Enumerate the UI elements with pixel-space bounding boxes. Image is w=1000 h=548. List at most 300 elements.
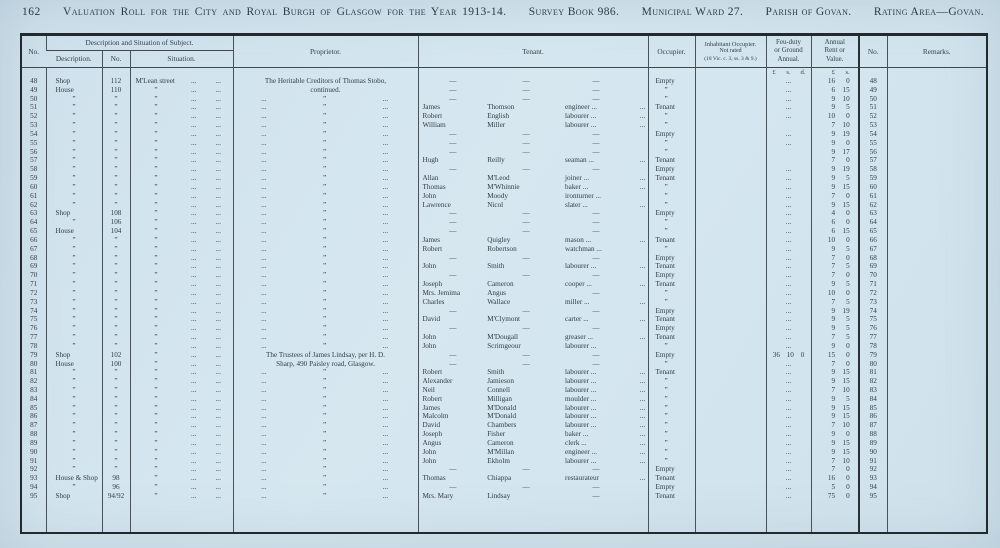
dots-filler: ... xyxy=(215,174,221,183)
table-row xyxy=(21,448,987,457)
table-row xyxy=(21,112,987,121)
dots-filler: ... xyxy=(382,306,388,315)
cell-feu-duty: ... xyxy=(766,307,811,316)
dots-filler: ... xyxy=(639,403,646,412)
dots-filler: ... xyxy=(191,129,197,138)
dots-filler: ... xyxy=(639,368,646,377)
cell-tenant xyxy=(418,77,648,86)
dots-filler: ... xyxy=(382,253,388,262)
cell-description: ” xyxy=(46,289,102,298)
cell-inhabitant-occupier xyxy=(695,183,766,192)
cell-remarks xyxy=(887,439,987,448)
cell-proprietor xyxy=(233,209,418,218)
rent-shillings: 5 xyxy=(846,103,850,112)
cell-remarks xyxy=(887,315,987,324)
cell-annual-rent xyxy=(811,333,859,342)
cell-house-number: ” xyxy=(102,465,130,474)
dots-filler: ... xyxy=(191,474,197,483)
cell-row-number-right: 49 xyxy=(859,86,887,95)
cell-row-number-right: 81 xyxy=(859,368,887,377)
cell-occupier: Empty xyxy=(648,307,695,316)
dots-filler: ... xyxy=(215,456,221,465)
cell-row-number: 58 xyxy=(30,165,38,174)
cell-annual-rent xyxy=(811,377,859,386)
cell-inhabitant-occupier xyxy=(695,483,766,492)
rent-pounds: 7 xyxy=(831,359,836,368)
dots-filler: ... xyxy=(191,324,197,333)
cell-inhabitant-occupier xyxy=(695,201,766,210)
tenant-part: — xyxy=(592,271,600,280)
municipal-ward: Municipal Ward 27. xyxy=(641,6,744,18)
cell-feu-duty: ... xyxy=(766,95,811,104)
cell-inhabitant-occupier xyxy=(695,430,766,439)
tenant-part: — xyxy=(592,491,600,500)
cell-occupier: ” xyxy=(648,395,695,404)
dots-filler: ... xyxy=(382,483,388,492)
cell-tenant xyxy=(418,404,648,413)
dots-filler: ... xyxy=(191,112,197,121)
tenant-part: — xyxy=(522,324,530,333)
cell-situation xyxy=(130,218,233,227)
cell-feu-duty: ... xyxy=(766,103,811,112)
tenant-part: Cameron xyxy=(487,438,514,447)
tenant-part: Mrs. Mary xyxy=(422,491,454,500)
inhabitant-line3: (18 Vic. c. 3, ss. 3 & 9.) xyxy=(704,55,757,62)
situation-text: ” xyxy=(154,491,158,500)
cell-occupier: ” xyxy=(648,448,695,457)
dots-filler: ... xyxy=(191,138,197,147)
cell-description: ” xyxy=(46,483,102,492)
cell-proprietor xyxy=(233,386,418,395)
situation-text: ” xyxy=(154,377,158,386)
cell-description: ” xyxy=(46,280,102,289)
ditto-mark: ” xyxy=(322,191,327,200)
dots-filler: ... xyxy=(191,438,197,447)
pound-sign: £ xyxy=(831,69,836,76)
cell-description: ” xyxy=(46,430,102,439)
cell-description: Shop xyxy=(46,492,102,501)
cell-annual-rent xyxy=(811,439,859,448)
tenant-part: — xyxy=(449,218,457,227)
cell-description: ” xyxy=(46,201,102,210)
cell-feu-duty: ... xyxy=(766,192,811,201)
dots-filler: ... xyxy=(639,262,646,271)
cell-remarks xyxy=(887,342,987,351)
cell-inhabitant-occupier xyxy=(695,192,766,201)
rent-pounds: 9 xyxy=(831,438,836,447)
rent-shillings: 19 xyxy=(842,306,850,315)
cell-description: ” xyxy=(46,377,102,386)
rent-line3: Value. xyxy=(826,55,844,63)
cell-remarks xyxy=(887,360,987,369)
cell-house-number: ” xyxy=(102,289,130,298)
cell-house-number: 100 xyxy=(102,360,130,369)
cell-occupier: ” xyxy=(648,201,695,210)
dots-filler: ... xyxy=(261,191,267,200)
tenant-part: — xyxy=(449,77,457,85)
cell-row-number: 80 xyxy=(30,359,38,368)
cell-annual-rent xyxy=(811,465,859,474)
cell-occupier: Empty xyxy=(648,465,695,474)
dots-filler: ... xyxy=(382,280,388,289)
tenant-part: engineer ... xyxy=(565,447,597,456)
cell-occupier: Tenant xyxy=(648,280,695,289)
dots-filler: ... xyxy=(261,156,267,165)
dots-filler: ... xyxy=(215,244,221,253)
col-header-row-number-right: No. xyxy=(859,35,887,68)
cell-proprietor xyxy=(233,342,418,351)
cell-situation xyxy=(130,298,233,307)
cell-situation xyxy=(130,121,233,130)
cell-annual-rent xyxy=(811,342,859,351)
tenant-part: Moody xyxy=(487,191,508,200)
cell-annual-rent xyxy=(811,386,859,395)
cell-feu-duty: ... xyxy=(766,324,811,333)
situation-text: ” xyxy=(154,227,158,236)
rent-pounds: 6 xyxy=(831,227,836,236)
situation-text: ” xyxy=(154,438,158,447)
cell-row-number-right: 91 xyxy=(859,457,887,466)
tenant-part: Lawrence xyxy=(422,200,451,209)
cell-house-number: ” xyxy=(102,95,130,104)
ditto-mark: ” xyxy=(322,456,327,465)
tenant-part: M'Whinnie xyxy=(487,182,520,191)
dots-filler: ... xyxy=(261,262,267,271)
rating-area: Rating Area—Govan. xyxy=(873,6,984,18)
cell-feu-duty: ... xyxy=(766,474,811,483)
cell-feu-duty: ... xyxy=(766,112,811,121)
cell-proprietor xyxy=(233,227,418,236)
tenant-part: — xyxy=(592,209,600,218)
cell-row-number: 59 xyxy=(30,174,38,183)
page-number: 162 xyxy=(22,6,41,18)
cell-inhabitant-occupier xyxy=(695,412,766,421)
cell-description: ” xyxy=(46,218,102,227)
cell-tenant xyxy=(418,492,648,501)
dots-filler: ... xyxy=(261,112,267,121)
cell-remarks xyxy=(887,430,987,439)
cell-description: ” xyxy=(46,368,102,377)
cell-annual-rent xyxy=(811,227,859,236)
shilling-sign: s. xyxy=(786,69,791,76)
cell-description: Shop xyxy=(46,209,102,218)
cell-annual-rent xyxy=(811,280,859,289)
rent-pounds: 6 xyxy=(831,218,836,227)
ditto-mark: ” xyxy=(322,253,327,262)
proprietor-text: The Trustees of James Lindsay, per H. D. xyxy=(266,350,385,359)
dots-filler: ... xyxy=(639,438,646,447)
cell-feu-duty: ... xyxy=(766,165,811,174)
cell-annual-rent xyxy=(811,236,859,245)
dots-filler: ... xyxy=(382,138,388,147)
cell-row-number-right: 51 xyxy=(859,103,887,112)
cell-situation xyxy=(130,139,233,148)
situation-text: ” xyxy=(154,280,158,289)
dots-filler: ... xyxy=(215,288,221,297)
cell-row-number: 95 xyxy=(30,491,38,500)
rent-shillings: 0 xyxy=(846,350,850,359)
cell-annual-rent xyxy=(811,492,859,501)
cell-situation xyxy=(130,112,233,121)
situation-text: ” xyxy=(154,324,158,333)
cell-house-number: ” xyxy=(102,112,130,121)
tenant-part: Thomas xyxy=(422,474,446,483)
cell-situation xyxy=(130,148,233,157)
cell-occupier: Tenant xyxy=(648,236,695,245)
rent-shillings: 5 xyxy=(846,174,850,183)
ditto-mark: ” xyxy=(322,112,327,121)
cell-situation xyxy=(130,236,233,245)
rent-pounds: 9 xyxy=(831,174,836,183)
cell-row-number-right: 95 xyxy=(859,492,887,501)
cell-annual-rent xyxy=(811,483,859,492)
cell-situation xyxy=(130,103,233,112)
situation-text: ” xyxy=(154,94,158,103)
rent-pounds: 10 xyxy=(827,288,836,297)
cell-annual-rent xyxy=(811,183,859,192)
cell-tenant xyxy=(418,465,648,474)
rent-pounds: 7 xyxy=(831,385,836,394)
dots-filler: ... xyxy=(261,121,267,130)
dots-filler: ... xyxy=(261,200,267,209)
cell-house-number: ” xyxy=(102,386,130,395)
cell-situation xyxy=(130,254,233,263)
dots-filler: ... xyxy=(382,182,388,191)
cell-description: ” xyxy=(46,112,102,121)
table-row xyxy=(21,386,987,395)
dots-filler: ... xyxy=(215,156,221,165)
cell-annual-rent xyxy=(811,315,859,324)
ditto-mark: ” xyxy=(322,138,327,147)
cell-house-number: 112 xyxy=(102,77,130,86)
currency-header-row xyxy=(21,68,987,78)
cell-feu-duty: ... xyxy=(766,77,811,86)
rent-shillings: 17 xyxy=(842,147,850,156)
dots-filler: ... xyxy=(382,421,388,430)
rent-shillings: 0 xyxy=(846,483,850,492)
cell-description: ” xyxy=(46,386,102,395)
cell-inhabitant-occupier xyxy=(695,165,766,174)
cell-description: ” xyxy=(46,139,102,148)
dots-filler: ... xyxy=(639,474,646,483)
cell-remarks xyxy=(887,174,987,183)
cell-row-number: 51 xyxy=(30,103,38,112)
cell-occupier: ” xyxy=(648,430,695,439)
tenant-part: — xyxy=(449,359,457,368)
ditto-mark: ” xyxy=(322,324,327,333)
tenant-part: — xyxy=(522,218,530,227)
tenant-part: moulder ... xyxy=(565,394,597,403)
cell-annual-rent xyxy=(811,174,859,183)
table-row xyxy=(21,262,987,271)
cell-row-number: 56 xyxy=(30,147,38,156)
cell-proprietor xyxy=(233,271,418,280)
cell-description: ” xyxy=(46,262,102,271)
dots-filler: ... xyxy=(382,412,388,421)
cell-house-number: ” xyxy=(102,183,130,192)
cell-row-number: 73 xyxy=(30,297,38,306)
cell-remarks xyxy=(887,271,987,280)
rent-shillings: 5 xyxy=(846,280,850,289)
dots-filler: ... xyxy=(382,244,388,253)
cell-row-number: 70 xyxy=(30,271,38,280)
cell-tenant xyxy=(418,342,648,351)
tenant-part: ironturner ... xyxy=(565,191,601,200)
cell-remarks xyxy=(887,183,987,192)
cell-row-number: 61 xyxy=(30,191,38,200)
cell-annual-rent xyxy=(811,121,859,130)
cell-proprietor xyxy=(233,192,418,201)
cell-house-number: ” xyxy=(102,404,130,413)
dots-filler: ... xyxy=(382,465,388,474)
dots-filler: ... xyxy=(639,103,646,112)
cell-remarks xyxy=(887,86,987,95)
dots-filler: ... xyxy=(215,209,221,218)
cell-proprietor xyxy=(233,139,418,148)
ditto-mark: ” xyxy=(322,262,327,271)
dots-filler: ... xyxy=(191,491,197,500)
cell-row-number-right: 50 xyxy=(859,95,887,104)
dots-filler: ... xyxy=(639,412,646,421)
cell-inhabitant-occupier xyxy=(695,77,766,86)
cell-remarks xyxy=(887,192,987,201)
tenant-part: — xyxy=(522,147,530,156)
tenant-part: Reilly xyxy=(487,156,505,165)
rent-pounds: 9 xyxy=(831,368,836,377)
dots-filler: ... xyxy=(382,288,388,297)
table-row xyxy=(21,192,987,201)
rent-shillings: 5 xyxy=(846,297,850,306)
tenant-part: — xyxy=(592,94,600,103)
table-row xyxy=(21,377,987,386)
tenant-part: John xyxy=(422,262,437,271)
cell-row-number-right: 54 xyxy=(859,130,887,139)
table-row xyxy=(21,324,987,333)
dots-filler: ... xyxy=(215,297,221,306)
cell-tenant xyxy=(418,315,648,324)
tenant-part: — xyxy=(449,227,457,236)
tenant-part: — xyxy=(449,138,457,147)
tenant-part: — xyxy=(522,227,530,236)
situation-text: ” xyxy=(154,121,158,130)
tenant-part: Mrs. Jemima xyxy=(422,288,461,297)
blank-cell xyxy=(695,68,766,78)
cell-occupier: Empty xyxy=(648,351,695,360)
cell-inhabitant-occupier xyxy=(695,280,766,289)
table-row xyxy=(21,227,987,236)
blank-cell xyxy=(648,68,695,78)
dots-filler: ... xyxy=(382,235,388,244)
tenant-part: — xyxy=(592,253,600,262)
tenant-part: labourer ... xyxy=(565,412,597,421)
dots-filler: ... xyxy=(215,85,221,94)
cell-proprietor xyxy=(233,183,418,192)
cell-annual-rent xyxy=(811,112,859,121)
dots-filler: ... xyxy=(382,218,388,227)
cell-occupier: ” xyxy=(648,192,695,201)
rent-pounds: 10 xyxy=(827,112,836,121)
cell-tenant xyxy=(418,474,648,483)
cell-tenant xyxy=(418,201,648,210)
rent-shillings: 5 xyxy=(846,244,850,253)
cell-occupier: Empty xyxy=(648,271,695,280)
cell-situation xyxy=(130,386,233,395)
rent-shillings: 0 xyxy=(846,138,850,147)
dots-filler: ... xyxy=(191,227,197,236)
dots-filler: ... xyxy=(191,483,197,492)
cell-row-number: 94 xyxy=(30,483,38,492)
cell-remarks xyxy=(887,298,987,307)
table-row xyxy=(21,368,987,377)
cell-remarks xyxy=(887,483,987,492)
cell-row-number-right: 87 xyxy=(859,421,887,430)
dots-filler: ... xyxy=(215,121,221,130)
cell-row-number: 60 xyxy=(30,182,38,191)
cell-row-number-right: 90 xyxy=(859,448,887,457)
cell-occupier: Tenant xyxy=(648,174,695,183)
shilling-sign: s. xyxy=(845,69,850,76)
rent-shillings: 15 xyxy=(842,447,850,456)
tenant-part: — xyxy=(449,85,457,94)
table-filler-row xyxy=(21,501,987,533)
dots-filler: ... xyxy=(191,421,197,430)
rent-pounds: 7 xyxy=(831,121,836,130)
rent-pounds: 9 xyxy=(831,138,836,147)
tenant-part: M'Donald xyxy=(487,403,517,412)
dots-filler: ... xyxy=(191,262,197,271)
cell-house-number: ” xyxy=(102,457,130,466)
cell-row-number-right: 94 xyxy=(859,483,887,492)
blank-cell xyxy=(859,68,887,78)
situation-text: ” xyxy=(154,85,158,94)
cell-occupier: Empty xyxy=(648,254,695,263)
dots-filler: ... xyxy=(261,306,267,315)
dots-filler: ... xyxy=(382,191,388,200)
cell-inhabitant-occupier xyxy=(695,368,766,377)
blank-cell xyxy=(233,501,418,533)
tenant-part: — xyxy=(522,209,530,218)
cell-row-number-right: 70 xyxy=(859,271,887,280)
table-row xyxy=(21,271,987,280)
cell-row-number: 62 xyxy=(30,200,38,209)
cell-feu-duty: ... xyxy=(766,139,811,148)
cell-tenant xyxy=(418,218,648,227)
cell-row-number-right: 92 xyxy=(859,465,887,474)
blank-cell xyxy=(887,68,987,78)
dots-filler: ... xyxy=(191,271,197,280)
tenant-part: Nicol xyxy=(487,200,504,209)
cell-description: ” xyxy=(46,254,102,263)
cell-proprietor xyxy=(233,148,418,157)
dots-filler: ... xyxy=(261,491,267,500)
tenant-part: engineer ... xyxy=(565,103,597,112)
cell-house-number: 108 xyxy=(102,209,130,218)
cell-feu-duty: ... xyxy=(766,368,811,377)
cell-tenant xyxy=(418,245,648,254)
cell-house-number: 102 xyxy=(102,351,130,360)
dots-filler: ... xyxy=(191,209,197,218)
cell-occupier: ” xyxy=(648,86,695,95)
ditto-mark: ” xyxy=(322,306,327,315)
cell-situation xyxy=(130,395,233,404)
cell-row-number-right: 66 xyxy=(859,236,887,245)
cell-row-number: 67 xyxy=(30,244,38,253)
cell-feu-duty: ... xyxy=(766,280,811,289)
table-row xyxy=(21,165,987,174)
parish: Parish of Govan. xyxy=(765,6,852,18)
cell-occupier: Tenant xyxy=(648,103,695,112)
cell-inhabitant-occupier xyxy=(695,289,766,298)
